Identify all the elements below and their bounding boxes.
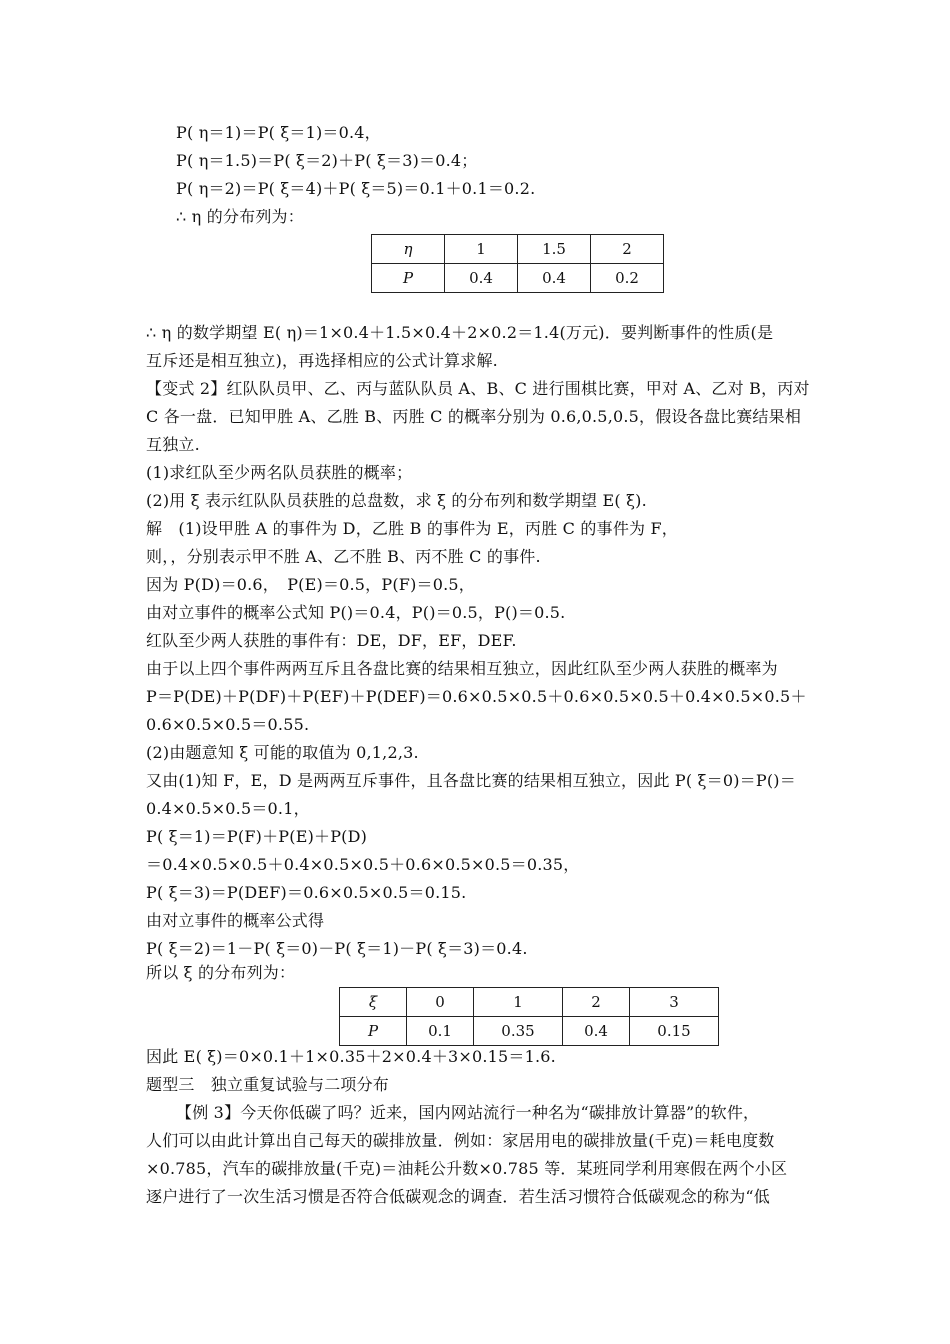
text-line: 0.4×0.5×0.5＝0.1， — [146, 799, 310, 818]
section-heading: 题型三 独立重复试验与二项分布 — [146, 1075, 390, 1094]
table-cell: 0.15 — [630, 1017, 719, 1046]
table-cell: 0.2 — [591, 264, 664, 293]
table-row — [372, 235, 664, 264]
text-line: 因为 P(D)＝0.6， P(E)＝0.5，P(F)＝0.5， — [146, 575, 475, 594]
text-line: P＝P(DE)＋P(DF)＋P(EF)＋P(DEF)＝0.6×0.5×0.5＋0.6×0.5×0.5＋0.4×0.5×0.5＋ — [146, 687, 807, 706]
text-line: 【例 3】今天你低碳了吗？近来，国内网站流行一种名为“碳排放计算器”的软件， — [176, 1103, 760, 1122]
text-line: ∴ η 的数学期望 E( η)＝1×0.4＋1.5×0.4＋2×0.2＝1.4(万元)．要判断事件的性质(是 — [146, 323, 774, 342]
text-line: 0.6×0.5×0.5＝0.55. — [146, 715, 310, 734]
text-line: 由对立事件的概率公式知 P()＝0.4，P()＝0.5，P()＝0.5. — [146, 603, 566, 622]
text-line: C 各一盘．已知甲胜 A、乙胜 B、丙胜 C 的概率分别为 0.6,0.5,0.5，假设各盘比赛结果相 — [146, 407, 802, 426]
table-row — [372, 264, 664, 293]
text-line: ＝0.4×0.5×0.5＋0.4×0.5×0.5＋0.6×0.5×0.5＝0.35， — [146, 855, 580, 874]
xi-distribution-table — [339, 987, 719, 1046]
table-cell: P — [340, 1017, 407, 1046]
text-line: 解 (1)设甲胜 A 的事件为 D，乙胜 B 的事件为 E，丙胜 C 的事件为 F， — [146, 519, 679, 538]
table-cell: 0.35 — [474, 1017, 563, 1046]
table-cell: P — [372, 264, 445, 293]
table-cell: 2 — [563, 988, 630, 1017]
table-cell: 3 — [630, 988, 719, 1017]
text-line: 因此 E( ξ)＝0×0.1＋1×0.35＋2×0.4＋3×0.15＝1.6. — [146, 1047, 556, 1066]
eta-distribution-table — [371, 234, 664, 293]
text-line: 所以 ξ 的分布列为： — [146, 963, 296, 982]
text-line: 又由(1)知 F，E，D 是两两互斥事件，且各盘比赛的结果相互独立，因此 P( ξ＝0)＝P()＝ — [146, 771, 796, 790]
table-cell: η — [372, 235, 445, 264]
text-line: (2)由题意知 ξ 可能的取值为 0,1,2,3. — [146, 743, 419, 762]
table-cell: 0.4 — [563, 1017, 630, 1046]
text-line: 红队至少两人获胜的事件有：DE，DF，EF，DEF. — [146, 631, 517, 650]
text-line: P( ξ＝3)＝P(DEF)＝0.6×0.5×0.5＝0.15. — [146, 883, 467, 902]
text-line: (2)用 ξ 表示红队队员获胜的总盘数，求 ξ 的分布列和数学期望 E( ξ). — [146, 491, 647, 510]
text-line: ×0.785，汽车的碳排放量(千克)＝油耗公升数×0.785 等．某班同学利用寒假在两个小区 — [146, 1159, 788, 1178]
text-line: 【变式 2】红队队员甲、乙、丙与蓝队队员 A、B、C 进行围棋比赛，甲对 A、乙对 B，丙对 — [146, 379, 810, 398]
text-line: P( ξ＝2)＝1－P( ξ＝0)－P( ξ＝1)－P( ξ＝3)＝0.4. — [146, 939, 528, 958]
text-line: 人们可以由此计算出自己每天的碳排放量．例如：家居用电的碳排放量(千克)＝耗电度数 — [146, 1131, 775, 1150]
table-cell: 1 — [474, 988, 563, 1017]
table-cell: 0.1 — [407, 1017, 474, 1046]
table-row — [340, 1017, 719, 1046]
table-cell: 1 — [445, 235, 518, 264]
text-line: 由对立事件的概率公式得 — [146, 911, 325, 930]
text-line: (1)求红队至少两名队员获胜的概率； — [146, 463, 413, 482]
text-line: 则，，分别表示甲不胜 A、乙不胜 B、丙不胜 C 的事件. — [146, 547, 541, 566]
table-cell: 0.4 — [518, 264, 591, 293]
table-cell: 0 — [407, 988, 474, 1017]
text-line: 互斥还是相互独立)，再选择相应的公式计算求解. — [146, 351, 498, 370]
text-line: P( η＝1)＝P( ξ＝1)＝0.4， — [176, 123, 381, 142]
table-row — [340, 988, 719, 1017]
text-line: ∴ η 的分布列为： — [176, 207, 304, 226]
table-cell: ξ — [340, 988, 407, 1017]
table-cell: 2 — [591, 235, 664, 264]
text-line: P( η＝1.5)＝P( ξ＝2)＋P( ξ＝3)＝0.4； — [176, 151, 478, 170]
table-cell: 1.5 — [518, 235, 591, 264]
table-cell: 0.4 — [445, 264, 518, 293]
text-line: 由于以上四个事件两两互斥且各盘比赛的结果相互独立，因此红队至少两人获胜的概率为 — [146, 659, 778, 678]
text-line: 逐户进行了一次生活习惯是否符合低碳观念的调查．若生活习惯符合低碳观念的称为“低 — [146, 1187, 770, 1206]
text-line: P( ξ＝1)＝P(F)＋P(E)＋P(D) — [146, 827, 368, 846]
text-line: 互独立. — [146, 435, 200, 454]
text-line: P( η＝2)＝P( ξ＝4)＋P( ξ＝5)＝0.1＋0.1＝0.2. — [176, 179, 536, 198]
